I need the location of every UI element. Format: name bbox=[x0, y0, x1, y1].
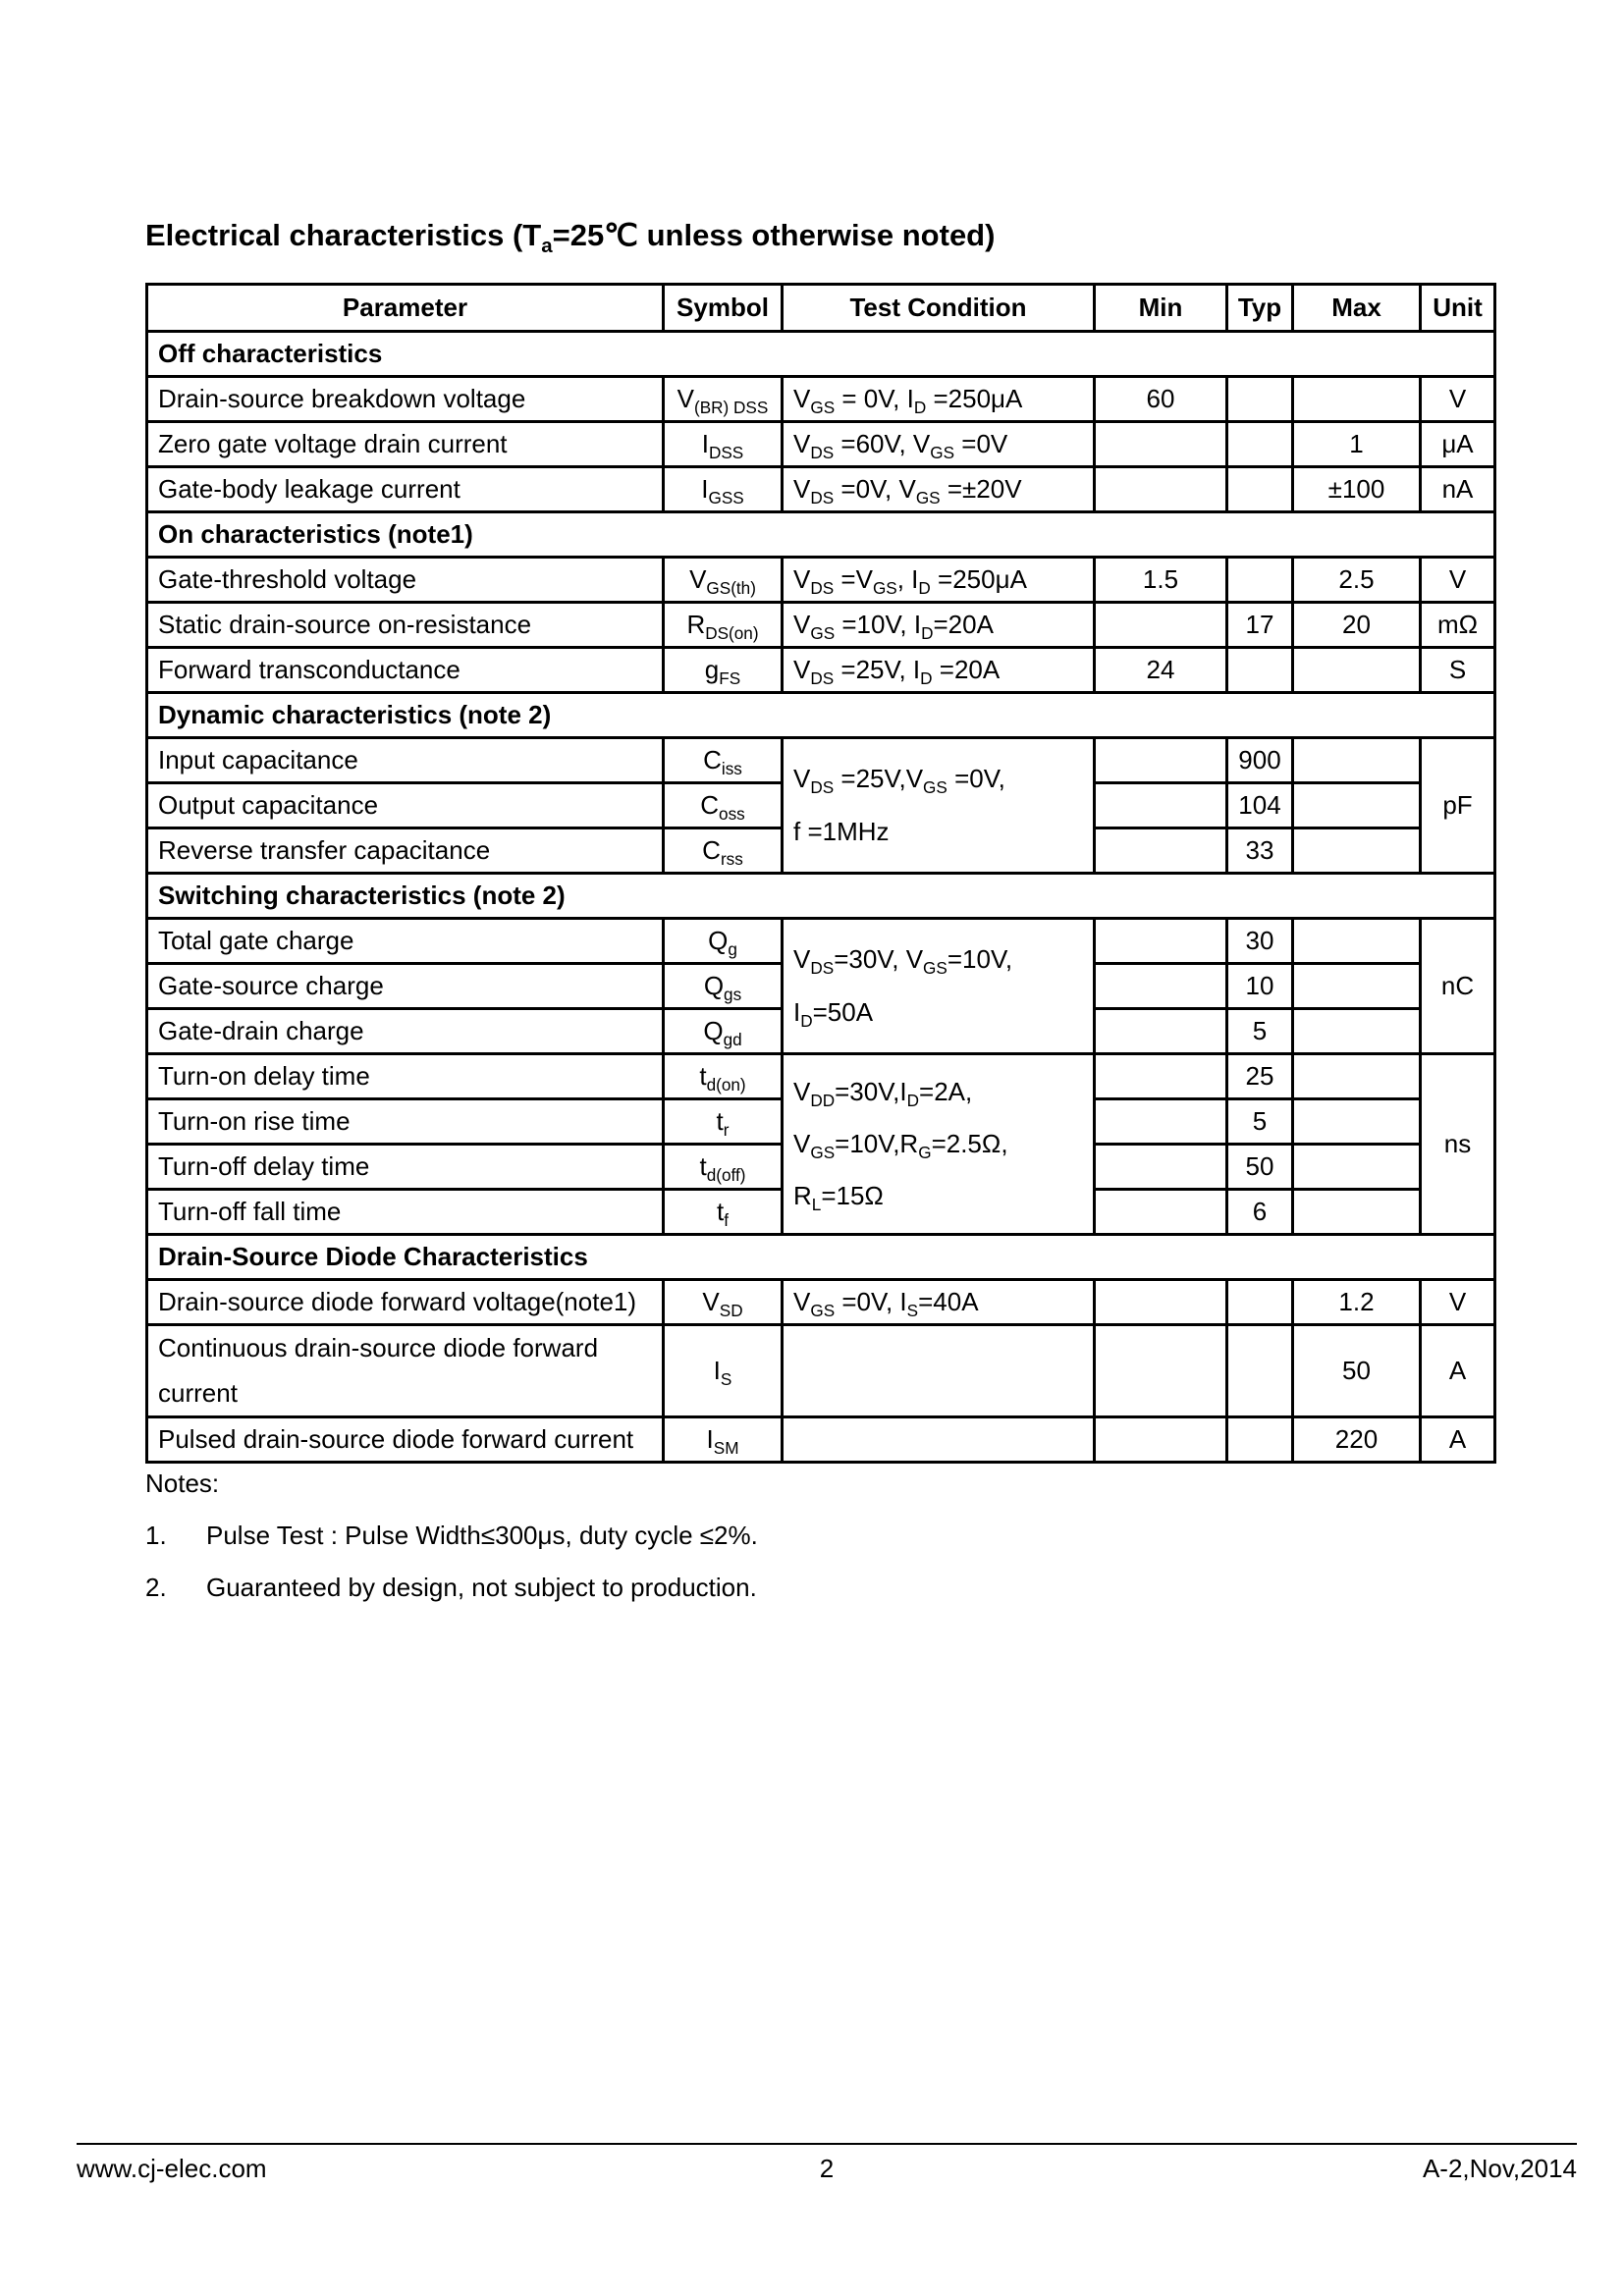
unit-cell: μA bbox=[1421, 422, 1495, 467]
unit-cell: nA bbox=[1421, 467, 1495, 512]
param-cell: Turn-off fall time bbox=[147, 1190, 664, 1235]
table-row bbox=[147, 377, 1495, 422]
symbol-cell: $I_{SM}$ bbox=[664, 1417, 783, 1463]
condition-cell bbox=[783, 1417, 1095, 1463]
param-cell: Pulsed drain-source diode forward current bbox=[147, 1417, 664, 1463]
table-row bbox=[147, 919, 1495, 964]
param-cell: Reverse transfer capacitance bbox=[147, 828, 664, 874]
min-cell bbox=[1095, 919, 1227, 964]
section-row-dynamic-characteristics bbox=[147, 693, 1495, 738]
unit-cell: mΩ bbox=[1421, 603, 1495, 648]
param-cell: Gate-threshold voltage bbox=[147, 558, 664, 603]
header-parameter: Parameter bbox=[147, 285, 664, 332]
max-cell bbox=[1293, 1054, 1421, 1099]
table-header-row bbox=[147, 285, 1495, 332]
header-typ: Typ bbox=[1227, 285, 1293, 332]
condition-cell: $V_{DS} =0V$, $V_{GS} =\pm 20V$ bbox=[783, 467, 1095, 512]
symbol-cell: $t_r$ bbox=[664, 1099, 783, 1145]
unit-cell: V bbox=[1421, 558, 1495, 603]
min-cell bbox=[1095, 783, 1227, 828]
min-cell bbox=[1095, 738, 1227, 783]
min-cell bbox=[1095, 828, 1227, 874]
min-cell: 60 bbox=[1095, 377, 1227, 422]
note-item bbox=[145, 1521, 758, 1551]
unit-cell: A bbox=[1421, 1417, 1495, 1463]
min-cell bbox=[1095, 1190, 1227, 1235]
symbol-cell: $Q_g$ bbox=[664, 919, 783, 964]
condition-cell: $V_{GS} =10V$, $I_D=20A$ bbox=[783, 603, 1095, 648]
notes-label: Notes: bbox=[145, 1468, 220, 1498]
symbol-cell: $C_{oss}$ bbox=[664, 783, 783, 828]
note-text: Pulse Test : Pulse Width≤300μs, duty cycle ≤2%. bbox=[206, 1521, 758, 1550]
param-cell: Input capacitance bbox=[147, 738, 664, 783]
typ-cell bbox=[1227, 558, 1293, 603]
condition-cell bbox=[783, 1325, 1095, 1417]
param-cell: Turn-on delay time bbox=[147, 1054, 664, 1099]
max-cell bbox=[1293, 738, 1421, 783]
typ-cell bbox=[1227, 377, 1293, 422]
max-cell bbox=[1293, 1099, 1421, 1145]
max-cell: 20 bbox=[1293, 603, 1421, 648]
typ-cell: 25 bbox=[1227, 1054, 1293, 1099]
min-cell bbox=[1095, 467, 1227, 512]
unit-cell: A bbox=[1421, 1325, 1495, 1417]
typ-cell: 5 bbox=[1227, 1099, 1293, 1145]
page-title: Electrical characteristics ($T_a=25℃$ unless otherwise noted) bbox=[145, 218, 996, 258]
param-cell: Drain-source breakdown voltage bbox=[147, 377, 664, 422]
typ-cell bbox=[1227, 1325, 1293, 1417]
condition-cell: $V_{GS} = 0V$, $I_D =250\mu A$ bbox=[783, 377, 1095, 422]
typ-cell bbox=[1227, 422, 1293, 467]
param-cell: Turn-off delay time bbox=[147, 1145, 664, 1190]
unit-cell: S bbox=[1421, 648, 1495, 693]
param-cell: Zero gate voltage drain current bbox=[147, 422, 664, 467]
table-row bbox=[147, 1325, 1495, 1417]
param-cell: Gate-body leakage current bbox=[147, 467, 664, 512]
table-row bbox=[147, 422, 1495, 467]
header-min: Min bbox=[1095, 285, 1227, 332]
min-cell bbox=[1095, 1417, 1227, 1463]
electrical-characteristics-table bbox=[145, 283, 1496, 1464]
note-text: Guaranteed by design, not subject to production. bbox=[206, 1573, 757, 1602]
max-cell bbox=[1293, 1145, 1421, 1190]
typ-cell bbox=[1227, 648, 1293, 693]
max-cell bbox=[1293, 377, 1421, 422]
table-row bbox=[147, 467, 1495, 512]
unit-cell: V bbox=[1421, 1280, 1495, 1325]
max-cell: 50 bbox=[1293, 1325, 1421, 1417]
max-cell bbox=[1293, 783, 1421, 828]
max-cell bbox=[1293, 919, 1421, 964]
param-cell: Forward transconductance bbox=[147, 648, 664, 693]
max-cell: 1.2 bbox=[1293, 1280, 1421, 1325]
header-max: Max bbox=[1293, 285, 1421, 332]
max-cell bbox=[1293, 648, 1421, 693]
min-cell: 24 bbox=[1095, 648, 1227, 693]
min-cell bbox=[1095, 1145, 1227, 1190]
section-title: Drain-Source Diode Characteristics bbox=[147, 1235, 1495, 1280]
unit-cell-merged: pF bbox=[1421, 738, 1495, 874]
symbol-cell: $Q_{gs}$ bbox=[664, 964, 783, 1009]
min-cell bbox=[1095, 1054, 1227, 1099]
table-row bbox=[147, 1054, 1495, 1099]
table-row bbox=[147, 648, 1495, 693]
section-row-drain-source-diode bbox=[147, 1235, 1495, 1280]
symbol-cell: $t_{d(off)}$ bbox=[664, 1145, 783, 1190]
symbol-cell: $R_{DS(on)}$ bbox=[664, 603, 783, 648]
table-row bbox=[147, 1280, 1495, 1325]
max-cell bbox=[1293, 828, 1421, 874]
unit-cell-merged: nC bbox=[1421, 919, 1495, 1054]
max-cell bbox=[1293, 964, 1421, 1009]
condition-cell-merged: $V_{DD}=30V,I_D=2A$, $V_{GS}=10V,R_G=2.5\Omega$, $R_L=15\Omega$ bbox=[783, 1054, 1095, 1235]
typ-cell: 17 bbox=[1227, 603, 1293, 648]
note-item bbox=[145, 1573, 758, 1603]
condition-cell: $V_{DS} =25V$, $I_D =20A$ bbox=[783, 648, 1095, 693]
param-cell: Output capacitance bbox=[147, 783, 664, 828]
unit-cell: V bbox=[1421, 377, 1495, 422]
min-cell bbox=[1095, 603, 1227, 648]
note-number: 1. bbox=[145, 1521, 167, 1550]
min-cell bbox=[1095, 964, 1227, 1009]
typ-cell: 30 bbox=[1227, 919, 1293, 964]
header-unit: Unit bbox=[1421, 285, 1495, 332]
typ-cell: 6 bbox=[1227, 1190, 1293, 1235]
section-title: Switching characteristics (note 2) bbox=[147, 874, 1495, 919]
note-number: 2. bbox=[145, 1573, 167, 1602]
condition-cell: $V_{GS} =0V$, $I_S=40A$ bbox=[783, 1280, 1095, 1325]
table-row bbox=[147, 738, 1495, 783]
min-cell bbox=[1095, 1325, 1227, 1417]
typ-cell: 900 bbox=[1227, 738, 1293, 783]
max-cell bbox=[1293, 1009, 1421, 1054]
typ-cell: 5 bbox=[1227, 1009, 1293, 1054]
min-cell bbox=[1095, 1280, 1227, 1325]
param-cell: Static drain-source on-resistance bbox=[147, 603, 664, 648]
footer bbox=[77, 2143, 1577, 2185]
min-cell bbox=[1095, 422, 1227, 467]
condition-cell: $V_{DS} =V_{GS}$, $I_D =250\mu A$ bbox=[783, 558, 1095, 603]
symbol-cell: $C_{rss}$ bbox=[664, 828, 783, 874]
footer-revision: A-2,Nov,2014 bbox=[1422, 2154, 1577, 2183]
footer-page-number: 2 bbox=[819, 2154, 835, 2183]
param-cell: Total gate charge bbox=[147, 919, 664, 964]
typ-cell: 10 bbox=[1227, 964, 1293, 1009]
unit-cell-merged: ns bbox=[1421, 1054, 1495, 1235]
symbol-cell: $Q_{gd}$ bbox=[664, 1009, 783, 1054]
notes-section bbox=[145, 1468, 758, 1603]
typ-cell: 50 bbox=[1227, 1145, 1293, 1190]
symbol-cell: $V_{SD}$ bbox=[664, 1280, 783, 1325]
symbol-cell: $C_{iss}$ bbox=[664, 738, 783, 783]
table-row bbox=[147, 603, 1495, 648]
header-symbol: Symbol bbox=[664, 285, 783, 332]
max-cell: 220 bbox=[1293, 1417, 1421, 1463]
typ-cell bbox=[1227, 1280, 1293, 1325]
param-cell: Gate-drain charge bbox=[147, 1009, 664, 1054]
typ-cell: 104 bbox=[1227, 783, 1293, 828]
param-cell: Gate-source charge bbox=[147, 964, 664, 1009]
min-cell bbox=[1095, 1009, 1227, 1054]
min-cell: 1.5 bbox=[1095, 558, 1227, 603]
footer-website: www.cj-elec.com bbox=[77, 2154, 267, 2183]
condition-cell: $V_{DS} =60V$, $V_{GS} =0V$ bbox=[783, 422, 1095, 467]
section-row-on-characteristics bbox=[147, 512, 1495, 558]
max-cell: 1 bbox=[1293, 422, 1421, 467]
section-title: Dynamic characteristics (note 2) bbox=[147, 693, 1495, 738]
table-row bbox=[147, 558, 1495, 603]
symbol-cell: $I_{GSS}$ bbox=[664, 467, 783, 512]
symbol-cell: $V_{GS(th)}$ bbox=[664, 558, 783, 603]
symbol-cell: $g_{FS}$ bbox=[664, 648, 783, 693]
symbol-cell: $I_S$ bbox=[664, 1325, 783, 1417]
param-cell: Drain-source diode forward voltage(note1) bbox=[147, 1280, 664, 1325]
condition-cell-merged: $V_{DS} =25V,V_{GS} =0V$, f =1MHz bbox=[783, 738, 1095, 874]
typ-cell: 33 bbox=[1227, 828, 1293, 874]
max-cell: ±100 bbox=[1293, 467, 1421, 512]
symbol-cell: $V_{(BR) DSS}$ bbox=[664, 377, 783, 422]
section-row-off-characteristics bbox=[147, 332, 1495, 377]
section-title: Off characteristics bbox=[147, 332, 1495, 377]
symbol-cell: $t_f$ bbox=[664, 1190, 783, 1235]
section-row-switching-characteristics bbox=[147, 874, 1495, 919]
param-cell: Continuous drain-source diode forward current bbox=[147, 1325, 664, 1417]
min-cell bbox=[1095, 1099, 1227, 1145]
param-cell: Turn-on rise time bbox=[147, 1099, 664, 1145]
max-cell bbox=[1293, 1190, 1421, 1235]
section-title: On characteristics (note1) bbox=[147, 512, 1495, 558]
symbol-cell: $t_{d(on)}$ bbox=[664, 1054, 783, 1099]
header-test-condition: Test Condition bbox=[783, 285, 1095, 332]
typ-cell bbox=[1227, 1417, 1293, 1463]
max-cell: 2.5 bbox=[1293, 558, 1421, 603]
table-row bbox=[147, 1417, 1495, 1463]
typ-cell bbox=[1227, 467, 1293, 512]
symbol-cell: $I_{DSS}$ bbox=[664, 422, 783, 467]
condition-cell-merged: $V_{DS}=30V$, $V_{GS}=10V$, $I_D=50A$ bbox=[783, 919, 1095, 1054]
